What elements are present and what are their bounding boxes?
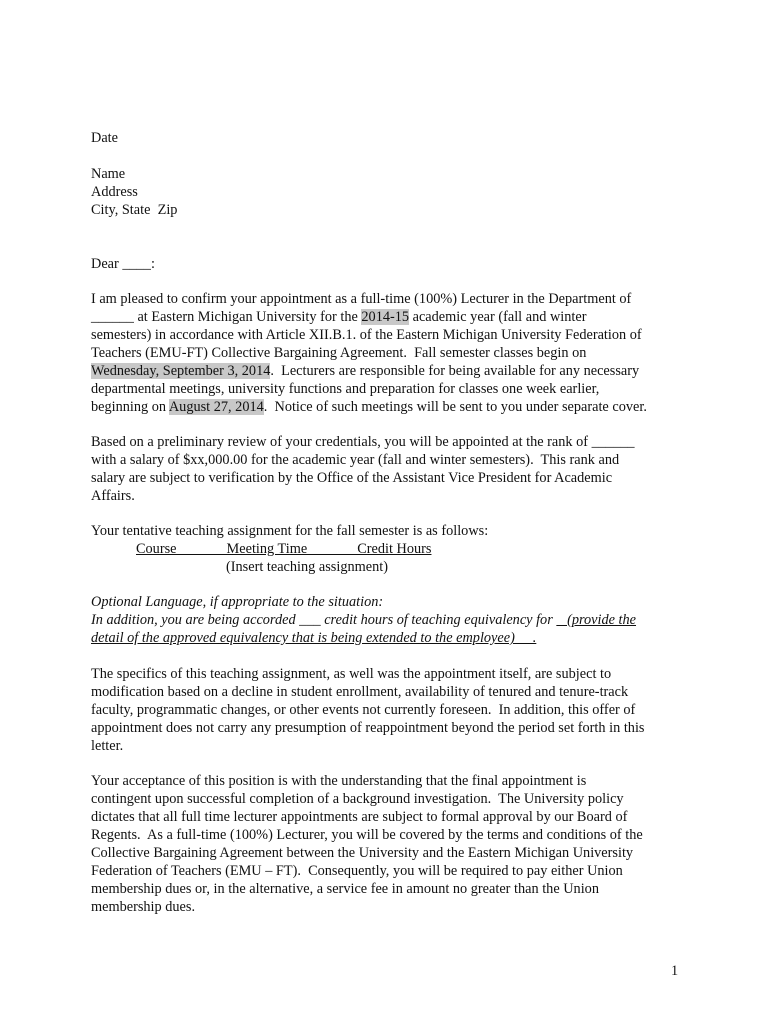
- p4-line-3: faculty, programmatic changes, or other events not currently foreseen. In addition, this offer of: [91, 702, 636, 718]
- p1-line-5: Wednesday, September 3, 2014. Lecturers are responsible for being available for any necessary: [91, 363, 640, 379]
- p5-line-8: membership dues.: [91, 899, 196, 915]
- start-date-highlight: Wednesday, September 3, 2014: [91, 363, 271, 379]
- p2-line-3: salary are subject to verification by the Office of the Assistant Vice President for Academic: [91, 470, 613, 486]
- optional-line-2: detail of the approved equivalency that is being extended to the employee) .: [91, 630, 537, 646]
- insert-assignment-note: (Insert teaching assignment): [226, 559, 388, 575]
- meeting-date-highlight: August 27, 2014: [168, 399, 264, 415]
- recipient-address: Address: [91, 184, 138, 200]
- p2-line-2: with a salary of $xx,000.00 for the academic year (fall and winter semesters). This rank and: [91, 452, 620, 468]
- p5-line-6: Federation of Teachers (EMU – FT). Consequently, you will be required to pay either Union: [91, 863, 623, 879]
- optional-line-1: In addition, you are being accorded ___ credit hours of teaching equivalency for (provide the: [91, 612, 637, 628]
- p4-line-4: appointment does not carry any presumption of reappointment beyond the period set forth in this: [91, 720, 645, 736]
- p2-line-4: Affairs.: [91, 488, 135, 504]
- p4-line-5: letter.: [91, 738, 124, 754]
- p3-line-1: Your tentative teaching assignment for the fall semester is as follows:: [91, 523, 489, 539]
- p5-line-1: Your acceptance of this position is with the understanding that the final appointment is: [91, 773, 587, 789]
- recipient-city-state-zip: City, State Zip: [91, 202, 178, 218]
- page-number: 1: [671, 963, 679, 979]
- salutation: Dear ____:: [91, 256, 155, 272]
- p4-line-1: The specifics of this teaching assignment, as well was the appointment itself, are subject to: [91, 666, 612, 682]
- p1-line-2: ______ at Eastern Michigan University for the 2014-15 academic year (fall and winter: [91, 309, 587, 325]
- p5-line-4: Regents. As a full-time (100%) Lecturer, you will be covered by the terms and conditions of the: [91, 827, 643, 843]
- recipient-name: Name: [91, 166, 126, 182]
- p5-line-5: Collective Bargaining Agreement between the University and the Eastern Michigan University: [91, 845, 634, 861]
- p5-line-2: contingent upon successful completion of a background investigation. The University policy: [91, 791, 624, 807]
- optional-language-label: Optional Language, if appropriate to the situation:: [91, 594, 384, 610]
- p1-line-3: semesters) in accordance with Article XII.B.1. of the Eastern Michigan University Federation of: [91, 327, 642, 343]
- p4-line-2: modification based on a decline in student enrollment, availability of tenured and tenure-track: [91, 684, 629, 700]
- p5-line-3: dictates that all full time lecturer appointments are subject to formal approval by our Board of: [91, 809, 628, 825]
- p5-line-7: membership dues or, in the alternative, a service fee in amount no greater than the Union: [91, 881, 599, 897]
- p2-line-1: Based on a preliminary review of your credentials, you will be appointed at the rank of ______: [91, 434, 635, 450]
- date-line: Date: [91, 130, 118, 146]
- assignment-table-header: Course Meeting Time Credit Hours: [136, 541, 432, 557]
- p1-line-6: departmental meetings, university functions and preparation for classes one week earlier,: [91, 381, 600, 397]
- p1-line-7: beginning on August 27, 2014. Notice of such meetings will be sent to you under separate cover.: [91, 399, 647, 415]
- p1-line-1: I am pleased to confirm your appointment as a full-time (100%) Lecturer in the Department of: [91, 291, 632, 307]
- academic-year-highlight: 2014-15: [361, 309, 410, 325]
- p1-line-4: Teachers (EMU-FT) Collective Bargaining Agreement. Fall semester classes begin on: [91, 345, 587, 361]
